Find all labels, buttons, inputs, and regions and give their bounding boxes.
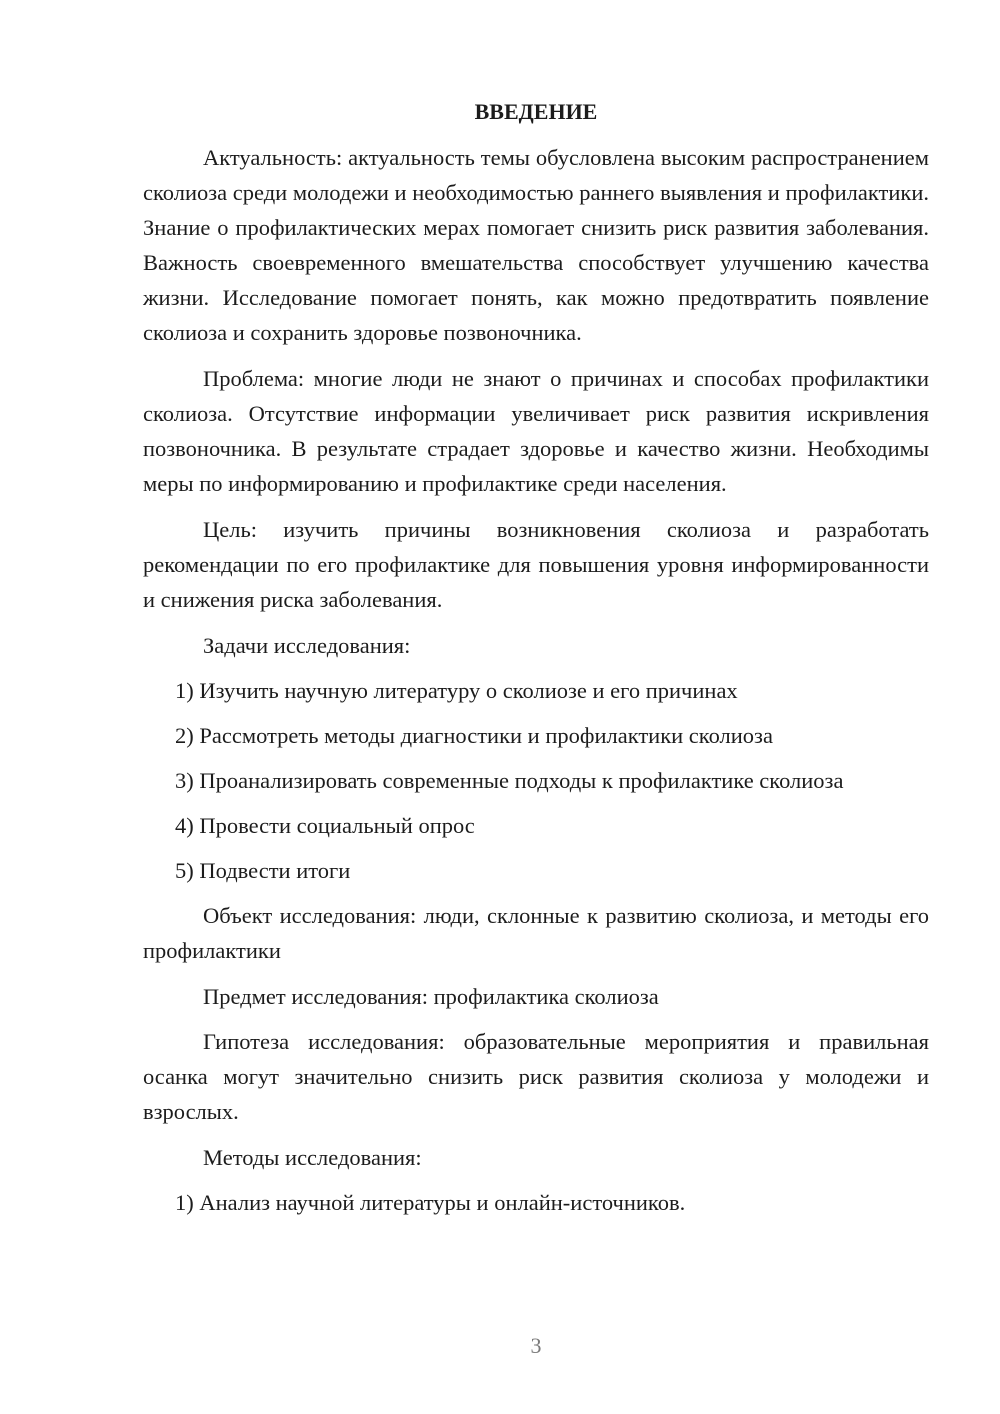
object-paragraph: Объект исследования: люди, склонные к развитию сколиоза, и методы его профилактики — [143, 903, 929, 963]
page-content — [143, 96, 929, 1230]
methods-list — [143, 1185, 929, 1220]
tasks-heading: Задачи исследования: — [203, 633, 411, 658]
tasks-list — [143, 673, 929, 888]
subject-paragraph: Предмет исследования: профилактика сколиоза — [203, 984, 659, 1009]
list-item: 4) Провести социальный опрос — [175, 813, 475, 838]
goal-paragraph: Цель: изучить причины возникновения сколиоза и разработать рекомендации по его профилактике для повышения уровня информированности и снижения риска заболевания. — [143, 517, 929, 612]
section-title: ВВЕДЕНИЕ — [474, 99, 598, 124]
list-item: 1) Анализ научной литературы и онлайн-источников. — [175, 1190, 686, 1215]
relevance-paragraph: Актуальность: актуальность темы обусловлена высоким распространением сколиоза среди молодежи и необходимостью раннего выявления и профилактики. Знание о профилактических мерах помогает снизить риск развития заболевания. Важность своевременного вмешательства способствует улучшению качества жизни. Исследование помогает понять, как можно предотвратить появление сколиоза и сохранить здоровье позвоночника. — [143, 145, 929, 345]
list-item: 5) Подвести итоги — [175, 858, 351, 883]
list-item: 1) Изучить научную литературу о сколиозе и его причинах — [175, 678, 738, 703]
list-item: 2) Рассмотреть методы диагностики и профилактики сколиоза — [175, 723, 773, 748]
problem-paragraph: Проблема: многие люди не знают о причинах и способах профилактики сколиоза. Отсутствие информации увеличивает риск развития искривления позвоночника. В результате страдает здоровье и качество жизни. Необходимы меры по информированию и профилактике среди населения. — [143, 366, 929, 496]
list-item: 3) Проанализировать современные подходы к профилактике сколиоза — [175, 768, 844, 793]
methods-heading: Методы исследования: — [203, 1145, 422, 1170]
hypothesis-paragraph: Гипотеза исследования: образовательные мероприятия и правильная осанка могут значительно снизить риск развития сколиоза у молодежи и взрослых. — [143, 1029, 929, 1124]
page-number: 3 — [530, 1333, 542, 1358]
